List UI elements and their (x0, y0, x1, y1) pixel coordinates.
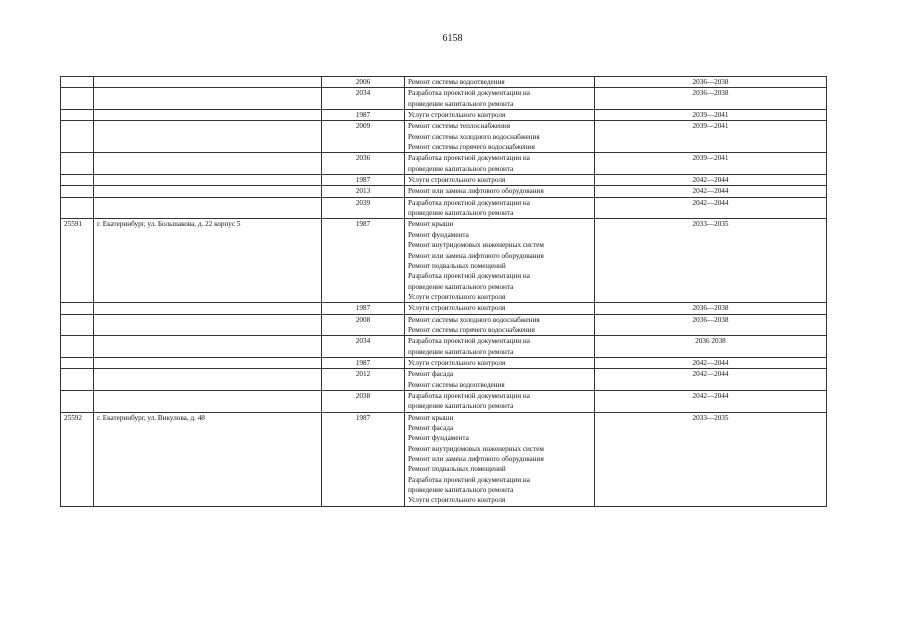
table-row (61, 77, 827, 88)
work-item: Ремонт системы водоотведения (408, 78, 505, 86)
address-cell (94, 390, 322, 412)
address-cell (94, 121, 322, 153)
work-item: Ремонт системы горячего водоснабжения (408, 325, 535, 334)
work-item: Разработка проектной документации на (408, 272, 530, 281)
table-row (61, 153, 827, 175)
table-row (61, 412, 827, 506)
object-id-cell (61, 369, 94, 391)
year-cell: 1987 (322, 175, 405, 186)
works-cell (405, 88, 595, 110)
object-id-cell (61, 303, 94, 314)
capital-repair-table (60, 76, 827, 507)
work-item: Ремонт фасада (408, 424, 454, 432)
year-cell: 2013 (322, 186, 405, 197)
work-item: Разработка проектной документации на (408, 391, 530, 400)
address-cell (94, 303, 322, 314)
period-cell: 2042—2044 (595, 186, 827, 197)
work-item: Ремонт или замена лифтового оборудования (408, 251, 544, 260)
works-cell (405, 369, 595, 391)
work-item: проведение капитального ремонта (408, 402, 514, 411)
period-cell: 2036—2038 (595, 303, 827, 314)
period-cell: 2036—2038 (595, 314, 827, 336)
address-cell (94, 336, 322, 358)
table-row (61, 314, 827, 336)
object-id-cell: 25592 (61, 412, 94, 506)
work-item: Услуги строительного контроля (408, 292, 506, 301)
object-id-cell (61, 153, 94, 175)
work-item: проведение капитального ремонта (408, 209, 514, 218)
table-row (61, 175, 827, 186)
table-row (61, 303, 827, 314)
object-id-cell (61, 314, 94, 336)
work-item: Ремонт фасада (408, 370, 454, 379)
works-cell (405, 412, 595, 506)
period-cell: 2033—2035 (595, 219, 827, 303)
address-cell: г. Екатеринбург, ул. Викулова, д. 48 (94, 412, 322, 506)
period-cell: 2039—2041 (595, 153, 827, 175)
object-id-cell (61, 77, 94, 88)
works-cell (405, 121, 595, 153)
works-cell (405, 153, 595, 175)
table-row (61, 88, 827, 110)
address-cell: г. Екатеринбург, ул. Большакова, д. 22 корпус 5 (94, 219, 322, 303)
period-cell: 2042—2044 (595, 369, 827, 391)
table-row (61, 390, 827, 412)
works-cell (405, 77, 595, 88)
work-item: проведение капитального ремонта (408, 486, 514, 495)
work-item: Услуги строительного контроля (408, 496, 506, 505)
work-item: Ремонт внутридомовых инженерных систем (408, 241, 544, 250)
object-id-cell (61, 186, 94, 197)
period-cell: 2036 2038 (595, 336, 827, 358)
year-cell: 2008 (322, 314, 405, 336)
object-id-cell (61, 88, 94, 110)
period-cell: 2042—2044 (595, 390, 827, 412)
period-cell: 2039—2041 (595, 110, 827, 121)
period-cell: 2042—2044 (595, 175, 827, 186)
year-cell: 2006 (322, 77, 405, 88)
table-row (61, 121, 827, 153)
work-item: проведение капитального ремонта (408, 99, 514, 108)
table-row (61, 369, 827, 391)
works-cell (405, 219, 595, 303)
object-id-cell (61, 110, 94, 121)
works-cell (405, 314, 595, 336)
address-cell (94, 110, 322, 121)
year-cell: 2039 (322, 197, 405, 219)
work-item: Разработка проектной документации на (408, 89, 530, 98)
works-cell (405, 336, 595, 358)
work-item: Разработка проектной документации на (408, 475, 530, 484)
table-body (61, 77, 827, 507)
works-cell (405, 186, 595, 197)
work-item: Ремонт или замена лифтового оборудования (408, 187, 544, 196)
address-cell (94, 197, 322, 219)
works-cell (405, 110, 595, 121)
work-item: Ремонт системы холодного водоснабжения (408, 315, 540, 324)
period-cell: 2033—2035 (595, 412, 827, 506)
year-cell: 2038 (322, 390, 405, 412)
address-cell (94, 314, 322, 336)
table-row (61, 186, 827, 197)
year-cell: 2034 (322, 88, 405, 110)
work-item: Ремонт системы водоотведения (408, 380, 505, 389)
year-cell: 1987 (322, 412, 405, 506)
year-cell: 1987 (322, 219, 405, 303)
page-number: 6158 (442, 33, 463, 44)
year-cell: 1987 (322, 110, 405, 121)
work-item: Ремонт крыши (408, 413, 454, 422)
object-id-cell (61, 121, 94, 153)
year-cell: 1987 (322, 303, 405, 314)
work-item: Ремонт фундамента (408, 230, 469, 239)
work-item: проведение капитального ремонта (408, 347, 514, 356)
work-item: проведение капитального ремонта (408, 164, 514, 173)
object-id-cell (61, 197, 94, 219)
address-cell (94, 175, 322, 186)
address-cell (94, 369, 322, 391)
address-cell (94, 153, 322, 175)
work-item: Разработка проектной документации на (408, 198, 530, 207)
year-cell: 1987 (322, 357, 405, 368)
work-item: Ремонт крыши (408, 220, 454, 229)
period-cell: 2036—2038 (595, 77, 827, 88)
works-cell (405, 303, 595, 314)
address-cell (94, 186, 322, 197)
work-item: Ремонт подвальных помещений (408, 465, 506, 474)
work-item: проведение капитального ремонта (408, 282, 514, 291)
work-item: Услуги строительного контроля (408, 111, 506, 120)
object-id-cell (61, 390, 94, 412)
object-id-cell (61, 336, 94, 358)
year-cell: 2009 (322, 121, 405, 153)
works-cell (405, 175, 595, 186)
work-item: Ремонт системы холодного водоснабжения (408, 132, 540, 141)
object-id-cell (61, 357, 94, 368)
object-id-cell: 25591 (61, 219, 94, 303)
work-item: Разработка проектной документации на (408, 337, 530, 346)
work-item: Ремонт системы горячего водоснабжения (408, 143, 535, 152)
work-item: Ремонт внутридомовых инженерных систем (408, 444, 544, 453)
work-item: Услуги строительного контроля (408, 176, 506, 185)
table-row (61, 219, 827, 303)
table-row (61, 336, 827, 358)
address-cell (94, 357, 322, 368)
work-item: Ремонт фундамента (408, 434, 469, 443)
work-item: Ремонт системы теплоснабжения (408, 122, 511, 131)
period-cell: 2039—2041 (595, 121, 827, 153)
address-cell (94, 88, 322, 110)
period-cell: 2042—2044 (595, 197, 827, 219)
works-cell (405, 197, 595, 219)
table-row (61, 110, 827, 121)
work-item: Услуги строительного контроля (408, 358, 506, 367)
object-id-cell (61, 175, 94, 186)
work-item: Ремонт или замена лифтового оборудования (408, 455, 544, 464)
year-cell: 2036 (322, 153, 405, 175)
period-cell: 2036—2038 (595, 88, 827, 110)
work-item: Ремонт подвальных помещений (408, 261, 506, 270)
address-cell (94, 77, 322, 88)
work-item: Услуги строительного контроля (408, 304, 506, 313)
year-cell: 2034 (322, 336, 405, 358)
table-row (61, 197, 827, 219)
period-cell: 2042—2044 (595, 357, 827, 368)
table-row (61, 357, 827, 368)
year-cell: 2012 (322, 369, 405, 391)
works-cell (405, 390, 595, 412)
works-cell (405, 357, 595, 368)
work-item: Разработка проектной документации на (408, 154, 530, 163)
